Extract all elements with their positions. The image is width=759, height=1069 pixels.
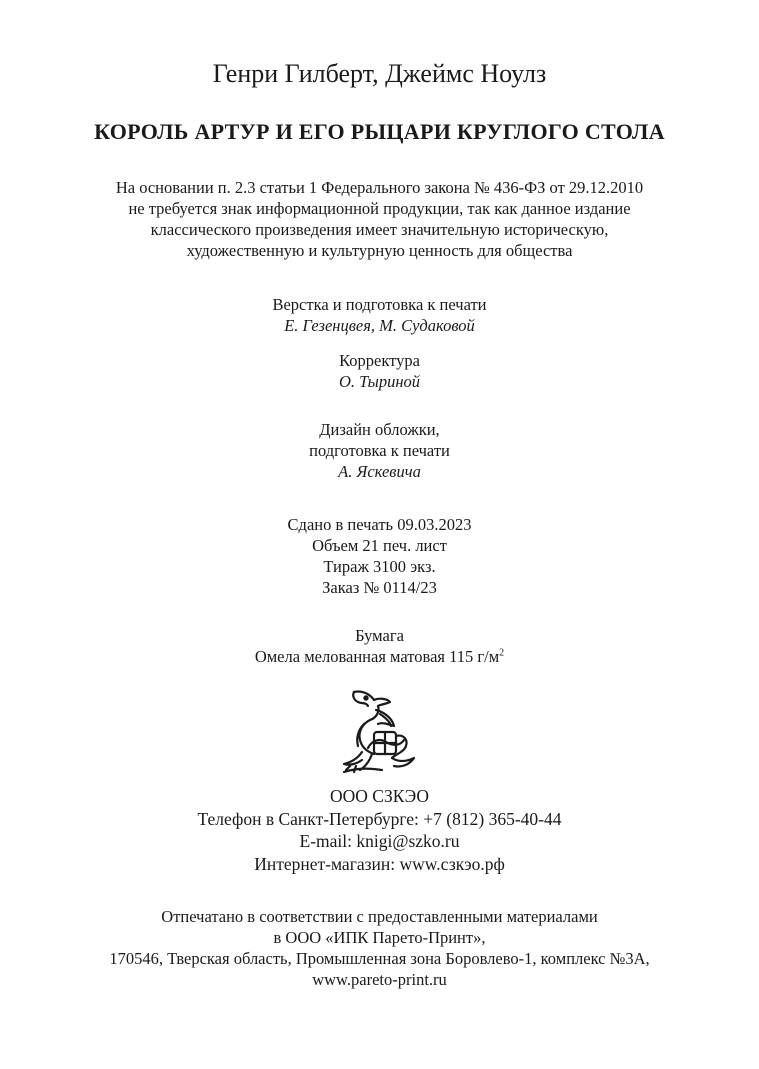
cover-role-line1: Дизайн обложки, [319,420,440,439]
layout-credit [0,294,759,336]
print-volume: Объем 21 печ. лист [312,536,447,555]
publisher-shop: Интернет-магазин: www.сзкэо.рф [254,853,505,874]
publisher-phone: Телефон в Санкт-Петербурге: +7 (812) 365-40-44 [197,808,562,829]
print-info [0,514,759,598]
book-authors: Генри Гилберт, Джеймс Ноулз [212,59,547,88]
layout-credit-names: Е. Гезенцвея, М. Судаковой [284,316,475,335]
printer-website: www.pareto-print.ru [312,970,447,989]
cover-role-line2: подготовка к печати [309,441,450,460]
print-run: Тираж 3100 экз. [323,557,436,576]
printer-line: в ООО «ИПК Парето-Принт», [273,928,486,947]
legal-notice [0,177,759,261]
printer-address: 170546, Тверская область, Промышленная зона Боровлево-1, комплекс №3А, [109,949,650,968]
proofreading-role: Корректура [339,351,420,370]
cover-names: А. Яскевича [338,462,421,481]
print-order: Заказ № 0114/23 [322,578,437,597]
legal-notice-line: художественную и культурную ценность для общества [186,241,573,260]
legal-notice-line: классического произведения имеет значительную историческую, [150,220,609,239]
printer-line: Отпечатано в соответствии с предоставленными материалами [161,907,598,926]
legal-notice-line: На основании п. 2.3 статьи 1 Федерального закона № 436-ФЗ от 29.12.2010 [115,178,644,197]
proofreading-credit [0,350,759,392]
print-sent-date: Сдано в печать 09.03.2023 [287,515,472,534]
paper-label: Бумага [355,626,404,645]
paper-type: Омела мелованная матовая 115 $г/м^2$ [254,647,505,666]
dragon-emblem-icon [336,688,422,776]
cover-credit [0,419,759,482]
publisher-info [0,785,759,875]
publisher-name: ООО СЗКЭО [329,786,430,806]
legal-notice-line: не требуется знак информационной продукции, так как данное издание [128,199,631,218]
printer-info [0,906,759,990]
layout-credit-role: Верстка и подготовка к печати [272,295,487,314]
paper-info [0,625,759,667]
publisher-email: E-mail: knigi@szko.ru [299,831,460,851]
book-title: КОРОЛЬ АРТУР И ЕГО РЫЦАРИ КРУГЛОГО СТОЛА [94,119,665,144]
proofreading-names: О. Тыриной [338,372,421,391]
